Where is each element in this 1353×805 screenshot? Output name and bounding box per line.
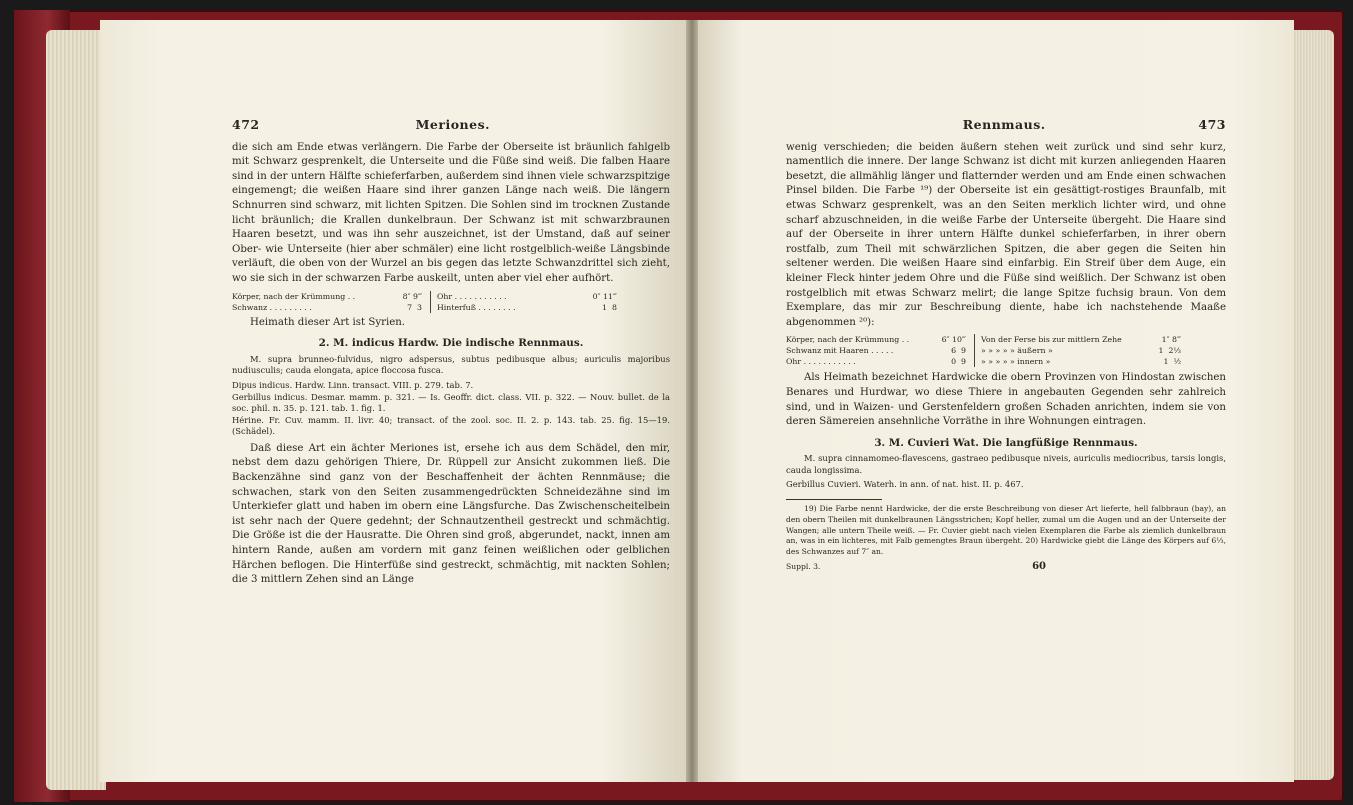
measure-row: » » » » » äußern » 1 2⅓ bbox=[981, 346, 1181, 356]
measurement-table bbox=[786, 334, 1226, 367]
measure-row: Ohr . . . . . . . . . . . 0 9 bbox=[786, 357, 966, 367]
species-heading: 3. M. Cuvieri Wat. Die langfüßige Rennmaus. bbox=[874, 436, 1138, 449]
page-number: 472 bbox=[232, 117, 260, 132]
measure-row: Schwanz . . . . . . . . . 7 3 bbox=[232, 302, 422, 312]
synonym-list bbox=[232, 380, 670, 438]
running-head: Meriones. bbox=[415, 117, 490, 132]
left-page-header bbox=[232, 118, 670, 133]
measure-row: Schwanz mit Haaren . . . . . 6 9 bbox=[786, 346, 966, 356]
measurement-table bbox=[232, 291, 670, 313]
paragraph: wenig verschieden; die beiden äußern stehen weit zurück und sind sehr kurz, namentlich die innere. Der lange Schwanz ist dicht mit kurzen anliegenden Haaren besetzt, die allmählig länger und flatternder werden und am Ende einen schwachen Pinsel bilden. Die Farbe ¹⁹) der Oberseite ist ein gesättigt-rostiges Braunfalb, mit etwas Schwarz gesprenkelt, was an den Seiten merklich lichter wird, und ohne scharf abzuschneiden, in die weiße Farbe der Unterseite übergeht. Die Haare sind auf der Oberseite in ihrer untern Hälfte dunkel schieferfarben, in ihrer obern rostfalb, zum Theil mit schwärzlichen Spitzen, die aber gegen die Seiten hin seltener werden. Die weißen Haare sind einfarbig. Ein Streif über dem Auge, ein kleiner Fleck hinter jedem Ohre und die Füße sind weißlich. Der Schwanz ist oben rostgelblich mit etwas Schwarz melirt; die lange Spitze fuchsig braun. Von dem Exemplare, das mir zur Beschreibung diente, habe ich nachstehende Maaße abgenommen ²⁰): bbox=[786, 141, 1226, 328]
measure-row: Ohr . . . . . . . . . . . 0″ 11‴ bbox=[437, 291, 617, 301]
species-heading: 2. M. indicus Hardw. Die indische Rennmaus. bbox=[318, 337, 584, 350]
measure-row: Hinterfuß . . . . . . . . 1 8 bbox=[437, 302, 617, 312]
synonym: Gerbillus indicus. Desmar. mamm. p. 321. — Is. Geoffr. dict. class. VII. p. 322. — Nouv. bullet. de la soc. phil. n. 35. p. 121. tab. 1. fig. 1. bbox=[232, 391, 670, 414]
page-number: 473 bbox=[1198, 117, 1226, 132]
right-page-header bbox=[786, 118, 1226, 133]
paragraph: Als Heimath bezeichnet Hardwicke die obern Provinzen von Hindostan zwischen Benares und Hurdwar, wo diese Thiere in angebauten Gegenden sehr zahlreich sind, und in Waizen- und Gerstenfeldern großen Schaden anrichten, indem sie von deren Sämereien ansehnliche Vorräthe in ihre Wohnungen eintragen. bbox=[786, 372, 1226, 428]
right-page-content bbox=[786, 118, 1226, 573]
running-head: Rennmaus. bbox=[962, 117, 1046, 132]
measure-row: Von der Ferse bis zur mittlern Zehe 1″ 8‴ bbox=[981, 335, 1181, 345]
signature-mark: Suppl. 3. bbox=[786, 562, 821, 572]
habitat-line: Heimath dieser Art ist Syrien. bbox=[250, 316, 406, 328]
page-edges-left bbox=[46, 30, 106, 790]
synonym: Gerbillus Cuvieri. Waterh. in ann. of nat. hist. II. p. 467. bbox=[786, 479, 1024, 490]
synonym: Hérine. Fr. Cuv. mamm. II. livr. 40; transact. of the zool. soc. II. 2. p. 143. tab. 25. fig. 15—19. (Schädel). bbox=[232, 414, 670, 437]
latin-diagnosis: M. supra brunneo-fulvidus, nigro adspersus, subtus pedibusque albus; auriculis majoribus nudiusculis; cauda elongata, apice floccosa fusca. bbox=[232, 353, 670, 376]
measure-row: » » » » » innern » 1 ½ bbox=[981, 357, 1181, 367]
measure-row: Körper, nach der Krümmung . . 6″ 10‴ bbox=[786, 335, 966, 345]
book-gutter bbox=[686, 20, 698, 782]
synonym: Dipus indicus. Hardw. Linn. transact. VIII. p. 279. tab. 7. bbox=[232, 379, 474, 390]
paragraph: Daß diese Art ein ächter Meriones ist, ersehe ich aus dem Schädel, den mir, nebst dem dazu gehörigen Thiere, Dr. Rüppell zur Ansicht zukommen ließ. Die Backenzähne sind ganz von der Beschaffenheit der ächten Rennmäuse; die schwachen, stark von den Seiten zusammengedrückten Schneidezähne sind im Unterkiefer glatt und haben im obern eine Längsfurche. Das Zwischenscheitelbein ist sehr nach der Quere gedehnt; der Schnautzentheil gestreckt und schmächtig. Die Größe ist die der Hausratte. Die Ohren sind groß, abgerundet, nackt, innen am hintern Rande, außen am vordern mit ganz feinen weißlichen oder gelblichen Härchen beflogen. Die Hinterfüße sind gestreckt, schmächtig, mit nackten Sohlen; die 3 mittlern Zehen sind an Länge bbox=[232, 442, 670, 586]
latin-diagnosis: M. supra cinnamomeo-flavescens, gastraeo pedibusque niveis, auriculis mediocribus, tarsis longis, cauda longissima. bbox=[786, 453, 1226, 475]
left-page-content bbox=[232, 118, 670, 588]
page-edges-right bbox=[1290, 30, 1334, 780]
footnote: 19) Die Farbe nennt Hardwicke, der die erste Beschreibung von dieser Art lieferte, hell falbbraun (bay), an den obern Theilen mit dunkelbraunen Längsstrichen; Kopf heller, zumal um die Augen und an der Unterseite der Wangen; alle untern Theile weiß. — Fr. Cuvier giebt nach vielen Exemplaren die Farbe als ziemlich dunkelbraun an, was in ein lichteres, mit Falb gemengtes Braun übergeht. 20) Hardwicke giebt die Länge des Körpers auf 6⅓, des Schwanzes auf 7″ an. bbox=[786, 504, 1226, 557]
paragraph: die sich am Ende etwas verlängern. Die Farbe der Oberseite ist bräunlich fahlgelb mit Schwarz gesprenkelt, die Unterseite und die Füße sind weiß. Die falben Haare sind in der untern Hälfte schieferfarben, außerdem sind ihnen viele schwarzspitzige eingemengt; die weißen Haare sind ihrer ganzen Länge nach weiß. Die längern Schnurren sind schwarz, mit lichten Spitzen. Die Sohlen sind im trocknen Zustande licht bräunlich; die Krallen dunkelbraun. Der Schwanz ist mit schwarzbraunen Haaren besetzt, und was ihn sehr auszeichnet, ist der Umstand, daß auf seiner Ober- wie Unterseite (hier aber schmäler) eine licht rostgelblich-weiße Längsbinde verläuft, die oben von der Wurzel an bis gegen das letzte Schwanzdrittel sich zieht, wo sie sich in der schwarzen Farbe auskeilt, unten aber viel eher aufhört. bbox=[232, 141, 670, 284]
measure-row: Körper, nach der Krümmung . . 8″ 9‴ bbox=[232, 291, 422, 301]
footnote-rule bbox=[786, 499, 882, 500]
page-footer bbox=[786, 562, 1226, 573]
sheet-number: 60 bbox=[1032, 561, 1046, 573]
